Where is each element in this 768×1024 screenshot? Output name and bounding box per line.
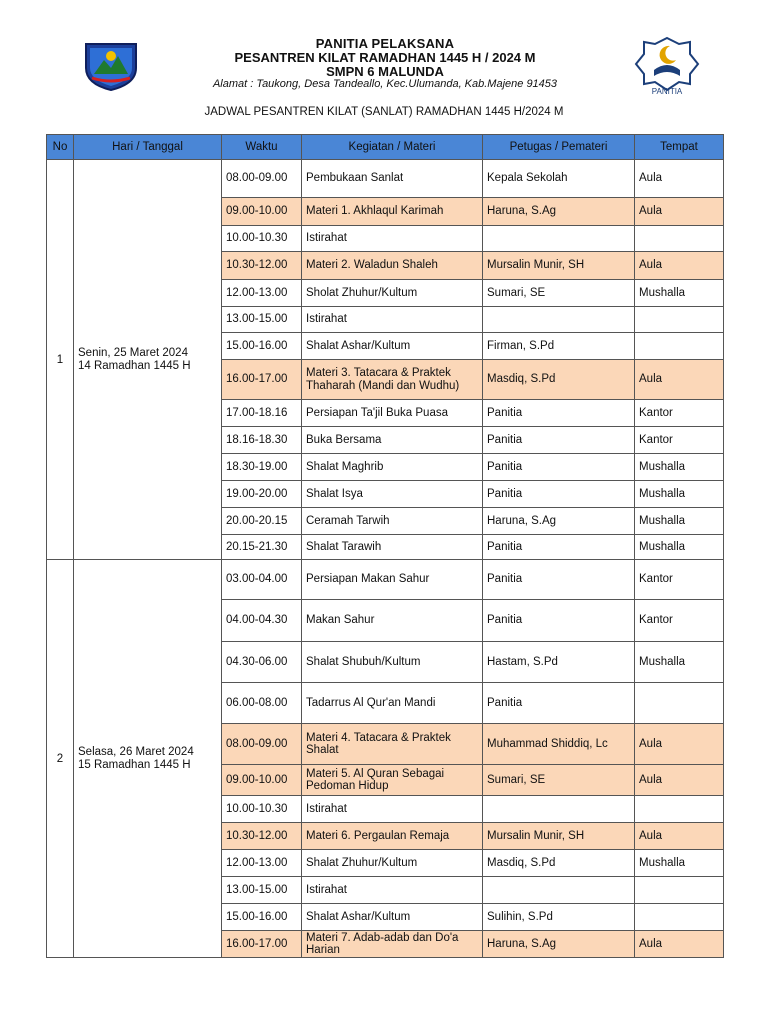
place-cell-text: Mushalla	[639, 487, 686, 500]
time-cell-text: 10.00-10.30	[226, 232, 288, 245]
time-cell	[222, 508, 302, 535]
speaker-cell-text: Sumari, SE	[487, 773, 546, 786]
speaker-cell-text: Sumari, SE	[487, 286, 546, 299]
speaker-cell-text: Panitia	[487, 540, 523, 553]
place-cell	[635, 198, 724, 226]
day-date: Selasa, 26 Maret 2024	[78, 746, 194, 758]
activity-cell-text: Materi 7. Adab-adab dan Do'a Harian	[306, 931, 459, 956]
speaker-cell	[483, 724, 635, 765]
place-cell-text: Mushalla	[639, 460, 686, 473]
activity-cell-text: Shalat Maghrib	[306, 460, 384, 473]
time-cell	[222, 226, 302, 252]
activity-cell-text: Shalat Ashar/Kultum	[306, 910, 411, 923]
time-cell-text: 10.00-10.30	[226, 802, 288, 815]
table-row	[47, 160, 724, 198]
speaker-cell	[483, 427, 635, 454]
activity-cell-text: Istirahat	[306, 802, 347, 815]
day-hijri-date: 14 Ramadhan 1445 H	[78, 359, 191, 372]
time-cell	[222, 280, 302, 307]
activity-cell-text: Sholat Zhuhur/Kultum	[306, 286, 418, 299]
activity-cell-text: Persiapan Ta'jil Buka Puasa	[306, 406, 448, 419]
activity-cell	[302, 198, 483, 226]
activity-cell-text: Shalat Zhuhur/Kultum	[306, 856, 418, 869]
place-cell-text: Mushalla	[639, 540, 686, 553]
speaker-cell	[483, 226, 635, 252]
place-cell-text: Mushalla	[639, 655, 686, 668]
speaker-cell-text: Panitia	[487, 614, 523, 627]
school-logo	[80, 38, 142, 92]
place-cell	[635, 333, 724, 360]
time-cell	[222, 724, 302, 765]
header-line-2: PESANTREN KILAT RAMADHAN 1445 H / 2024 M	[234, 50, 536, 65]
column-header-time: Waktu	[222, 135, 302, 160]
activity-cell	[302, 481, 483, 508]
speaker-cell	[483, 796, 635, 823]
activity-cell	[302, 600, 483, 642]
speaker-cell	[483, 400, 635, 427]
day-hijri-date: 15 Ramadhan 1445 H	[78, 758, 191, 771]
place-cell-text: Aula	[639, 829, 663, 842]
activity-cell-text: Materi 5. Al Quran Sebagai Pedoman Hidup	[306, 767, 445, 792]
speaker-cell-text: Masdiq, S.Pd	[487, 856, 556, 869]
activity-cell	[302, 427, 483, 454]
activity-cell-text: Tadarrus Al Qur'an Mandi	[306, 696, 436, 709]
activity-cell	[302, 360, 483, 400]
place-cell-text: Aula	[639, 773, 663, 786]
activity-cell-text: Makan Sahur	[306, 614, 375, 627]
column-header-activity: Kegiatan / Materi	[302, 135, 483, 160]
activity-cell-text: Materi 1. Akhlaqul Karimah	[306, 205, 444, 218]
time-cell-text: 10.30-12.00	[226, 829, 288, 842]
time-cell	[222, 252, 302, 280]
place-cell-text: Aula	[639, 937, 663, 950]
time-cell-text: 04.00-04.30	[226, 614, 288, 627]
activity-cell	[302, 823, 483, 850]
time-cell-text: 12.00-13.00	[226, 286, 288, 299]
table-row	[47, 560, 724, 600]
speaker-cell	[483, 877, 635, 904]
activity-cell-text: Shalat Isya	[306, 487, 363, 500]
time-cell	[222, 535, 302, 560]
activity-cell	[302, 454, 483, 481]
activity-cell	[302, 252, 483, 280]
place-cell	[635, 454, 724, 481]
header-line-1: PANITIA PELAKSANA	[315, 36, 455, 51]
speaker-cell-text: Kepala Sekolah	[487, 172, 568, 185]
activity-cell-text: Istirahat	[306, 313, 347, 326]
speaker-cell	[483, 642, 635, 683]
day-date-cell	[74, 560, 222, 958]
column-header-no: No	[47, 135, 74, 160]
activity-cell	[302, 535, 483, 560]
time-cell	[222, 427, 302, 454]
place-cell-text: Kantor	[639, 573, 673, 586]
time-cell	[222, 560, 302, 600]
time-cell-text: 04.30-06.00	[226, 655, 288, 668]
time-cell	[222, 600, 302, 642]
time-cell-text: 08.00-09.00	[226, 172, 288, 185]
place-cell	[635, 850, 724, 877]
speaker-cell	[483, 252, 635, 280]
place-cell-text: Kantor	[639, 614, 673, 627]
place-cell-text: Kantor	[639, 406, 673, 419]
column-header-place: Tempat	[635, 135, 724, 160]
time-cell-text: 09.00-10.00	[226, 205, 288, 218]
activity-cell	[302, 280, 483, 307]
day-date: Senin, 25 Maret 2024	[78, 347, 188, 359]
speaker-cell-text: Haruna, S.Ag	[487, 937, 557, 950]
activity-cell-text: Materi 3. Tatacara & Praktek Thaharah (Mandi dan Wudhu)	[306, 367, 460, 392]
time-cell-text: 15.00-16.00	[226, 910, 288, 923]
speaker-cell	[483, 333, 635, 360]
activity-cell	[302, 904, 483, 931]
place-cell	[635, 481, 724, 508]
place-cell	[635, 226, 724, 252]
time-cell-text: 18.16-18.30	[226, 433, 288, 446]
time-cell	[222, 877, 302, 904]
header-line-3: SMPN 6 MALUNDA	[326, 64, 444, 79]
day-date-cell	[74, 160, 222, 560]
place-cell	[635, 724, 724, 765]
activity-cell	[302, 160, 483, 198]
time-cell	[222, 850, 302, 877]
activity-cell-text: Shalat Shubuh/Kultum	[306, 655, 421, 668]
speaker-cell-text: Mursalin Munir, SH	[487, 829, 585, 842]
time-cell	[222, 642, 302, 683]
speaker-cell	[483, 823, 635, 850]
speaker-cell-text: Panitia	[487, 696, 523, 709]
place-cell	[635, 931, 724, 958]
speaker-cell	[483, 360, 635, 400]
time-cell	[222, 765, 302, 796]
day-number: 2	[47, 560, 74, 958]
activity-cell	[302, 931, 483, 958]
column-header-date: Hari / Tanggal	[74, 135, 222, 160]
activity-cell	[302, 765, 483, 796]
place-cell-text: Aula	[639, 172, 663, 185]
header-address: Alamat : Taukong, Desa Tandeallo, Kec.Ulumanda, Kab.Majene 91453	[212, 78, 558, 90]
speaker-cell	[483, 560, 635, 600]
speaker-cell	[483, 850, 635, 877]
activity-cell	[302, 877, 483, 904]
time-cell-text: 17.00-18.16	[226, 406, 288, 419]
activity-cell	[302, 508, 483, 535]
place-cell	[635, 642, 724, 683]
place-cell	[635, 877, 724, 904]
activity-cell	[302, 642, 483, 683]
activity-cell-text: Istirahat	[306, 232, 347, 245]
activity-cell-text: Materi 4. Tatacara & Praktek Shalat	[306, 731, 451, 756]
speaker-cell-text: Panitia	[487, 433, 523, 446]
place-cell	[635, 400, 724, 427]
speaker-cell-text: Panitia	[487, 460, 523, 473]
place-cell-text: Mushalla	[639, 856, 686, 869]
place-cell	[635, 823, 724, 850]
time-cell-text: 20.00-20.15	[226, 514, 288, 527]
place-cell	[635, 508, 724, 535]
place-cell	[635, 904, 724, 931]
activity-cell	[302, 307, 483, 333]
speaker-cell	[483, 535, 635, 560]
speaker-cell	[483, 454, 635, 481]
time-cell	[222, 823, 302, 850]
speaker-cell	[483, 931, 635, 958]
speaker-cell-text: Hastam, S.Pd	[487, 655, 558, 668]
activity-cell	[302, 333, 483, 360]
place-cell-text: Mushalla	[639, 286, 686, 299]
speaker-cell	[483, 508, 635, 535]
place-cell	[635, 765, 724, 796]
place-cell	[635, 427, 724, 454]
speaker-cell-text: Panitia	[487, 406, 523, 419]
speaker-cell-text: Haruna, S.Ag	[487, 514, 557, 527]
schedule-table	[46, 134, 724, 958]
speaker-cell	[483, 600, 635, 642]
activity-cell	[302, 796, 483, 823]
speaker-cell-text: Muhammad Shiddiq, Lc	[487, 737, 608, 750]
place-cell	[635, 683, 724, 724]
time-cell-text: 15.00-16.00	[226, 339, 288, 352]
place-cell-text: Aula	[639, 373, 663, 386]
time-cell-text: 13.00-15.00	[226, 313, 288, 326]
time-cell	[222, 307, 302, 333]
speaker-cell	[483, 280, 635, 307]
time-cell	[222, 400, 302, 427]
activity-cell	[302, 226, 483, 252]
activity-cell-text: Ceramah Tarwih	[306, 514, 390, 527]
speaker-cell-text: Firman, S.Pd	[487, 339, 555, 352]
place-cell	[635, 160, 724, 198]
time-cell-text: 12.00-13.00	[226, 856, 288, 869]
speaker-cell	[483, 307, 635, 333]
day-number: 1	[47, 160, 74, 560]
column-header-speaker: Petugas / Pemateri	[483, 135, 635, 160]
time-cell	[222, 796, 302, 823]
time-cell	[222, 683, 302, 724]
time-cell	[222, 333, 302, 360]
activity-cell-text: Pembukaan Sanlat	[306, 172, 404, 185]
time-cell-text: 20.15-21.30	[226, 540, 288, 553]
speaker-cell	[483, 481, 635, 508]
svg-text:PANITIA: PANITIA	[651, 87, 683, 96]
speaker-cell-text: Panitia	[487, 573, 523, 586]
time-cell-text: 16.00-17.00	[226, 373, 288, 386]
place-cell	[635, 307, 724, 333]
speaker-cell	[483, 683, 635, 724]
place-cell-text: Aula	[639, 737, 663, 750]
place-cell	[635, 560, 724, 600]
time-cell	[222, 454, 302, 481]
place-cell-text: Aula	[639, 205, 663, 218]
speaker-cell-text: Sulihin, S.Pd	[487, 910, 553, 923]
activity-cell	[302, 560, 483, 600]
place-cell	[635, 600, 724, 642]
activity-cell-text: Shalat Tarawih	[306, 540, 382, 553]
place-cell	[635, 535, 724, 560]
time-cell-text: 16.00-17.00	[226, 937, 288, 950]
speaker-cell-text: Mursalin Munir, SH	[487, 259, 585, 272]
speaker-cell	[483, 198, 635, 226]
letterhead	[0, 30, 768, 94]
place-cell-text: Aula	[639, 259, 663, 272]
place-cell	[635, 280, 724, 307]
activity-cell-text: Materi 6. Pergaulan Remaja	[306, 829, 450, 842]
table-header-row	[47, 135, 724, 160]
place-cell	[635, 252, 724, 280]
time-cell	[222, 198, 302, 226]
activity-cell-text: Persiapan Makan Sahur	[306, 573, 430, 586]
time-cell-text: 03.00-04.00	[226, 573, 288, 586]
speaker-cell	[483, 160, 635, 198]
time-cell-text: 13.00-15.00	[226, 883, 288, 896]
activity-cell	[302, 400, 483, 427]
time-cell	[222, 481, 302, 508]
activity-cell-text: Buka Bersama	[306, 433, 382, 446]
activity-cell-text: Materi 2. Waladun Shaleh	[306, 259, 438, 272]
time-cell	[222, 360, 302, 400]
activity-cell	[302, 683, 483, 724]
time-cell-text: 19.00-20.00	[226, 487, 288, 500]
activity-cell	[302, 724, 483, 765]
speaker-cell	[483, 904, 635, 931]
time-cell-text: 10.30-12.00	[226, 259, 288, 272]
speaker-cell-text: Haruna, S.Ag	[487, 205, 557, 218]
activity-cell	[302, 850, 483, 877]
place-cell-text: Mushalla	[639, 514, 686, 527]
time-cell	[222, 904, 302, 931]
activity-cell-text: Shalat Ashar/Kultum	[306, 339, 411, 352]
time-cell-text: 06.00-08.00	[226, 696, 288, 709]
time-cell-text: 18.30-19.00	[226, 460, 288, 473]
time-cell	[222, 931, 302, 958]
place-cell-text: Kantor	[639, 433, 673, 446]
speaker-cell-text: Masdiq, S.Pd	[487, 373, 556, 386]
place-cell	[635, 796, 724, 823]
time-cell	[222, 160, 302, 198]
time-cell-text: 09.00-10.00	[226, 773, 288, 786]
time-cell-text: 08.00-09.00	[226, 737, 288, 750]
speaker-cell-text: Panitia	[487, 487, 523, 500]
panitia-logo	[632, 36, 702, 96]
speaker-cell	[483, 765, 635, 796]
place-cell	[635, 360, 724, 400]
activity-cell-text: Istirahat	[306, 883, 347, 896]
schedule-title: JADWAL PESANTREN KILAT (SANLAT) RAMADHAN 1445 H/2024 M	[204, 106, 564, 118]
